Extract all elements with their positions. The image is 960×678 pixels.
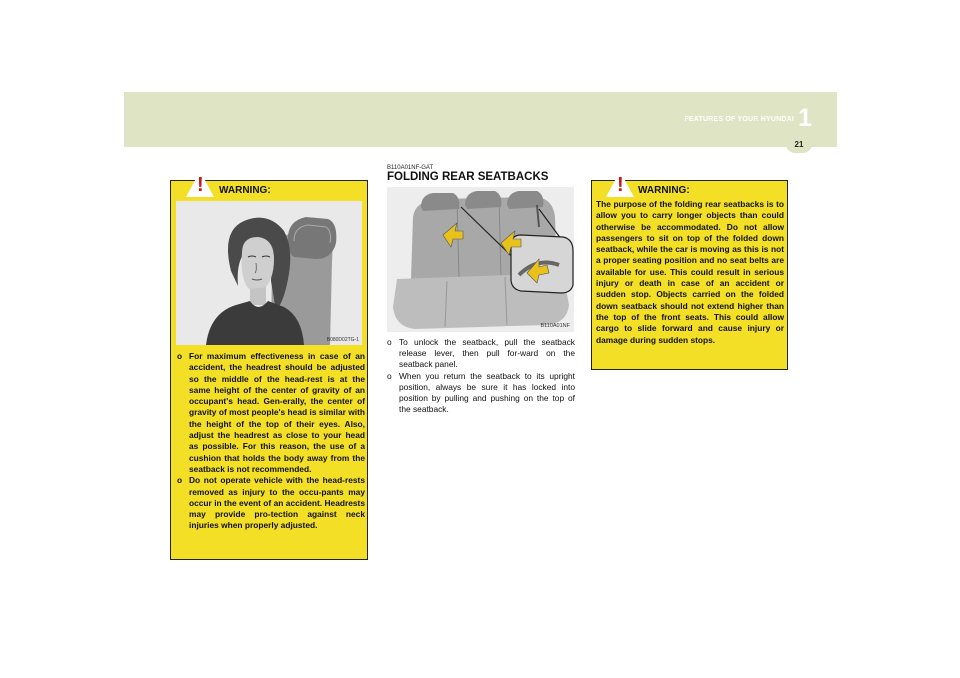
warning-item-text: Do not operate vehicle with the head-rests removed as injury to the occu-pants may occur in the event of an accident. Headrests may provide pro-tection against neck injuries when properly adjusted.	[189, 475, 365, 531]
warning-exclamation-icon: !	[617, 174, 624, 196]
rear-seat-figure	[387, 187, 574, 332]
woman-headrest-illustration	[176, 201, 362, 345]
list-bullet: o	[387, 337, 392, 347]
photo-code: B080D02TG-1	[326, 337, 359, 343]
chapter-number: 1	[798, 104, 812, 132]
step-text: When you return the seatback to its upright position, always be sure it has locked into position by pulling and pushing on the top of the seatback.	[399, 370, 575, 415]
page-number: 21	[786, 135, 812, 153]
warning-item-text: For maximum effectiveness in case of an accident, the headrest should be adjusted so the middle of the head-rest is at the same height of the center of gravity of an occupant's head. Gen-erally, the center of gravity of most people's head is similar with the height of the top of their eyes. Also, adjust the headrest as close to your head as possible. For this reason, the use of a cushion that holds the body away from the seatback is not recommended.	[189, 351, 365, 474]
list-bullet: o	[177, 351, 183, 361]
seatback-steps	[387, 337, 575, 415]
section-heading: FOLDING REAR SEATBACKS	[387, 171, 549, 183]
headrest-photo	[176, 201, 362, 345]
section-code: B110A01NF-GAT	[387, 165, 434, 171]
step-item	[387, 337, 575, 371]
rear-seatback-illustration	[387, 187, 574, 332]
list-bullet: o	[177, 475, 183, 486]
warning-exclamation-icon: !	[197, 174, 204, 196]
warning-title: WARNING:	[219, 185, 271, 196]
headrest-warning-list	[177, 351, 365, 532]
warning-list-item	[177, 351, 365, 475]
figure-code: B110A01NF	[540, 323, 570, 329]
list-bullet: o	[387, 370, 392, 381]
step-item	[387, 371, 575, 416]
step-text: To unlock the seatback, pull the seatback release lever, then pull for-ward on the seatback panel.	[399, 337, 575, 370]
section-title: FEATURES OF YOUR HYUNDAI	[684, 116, 794, 123]
warning-body: The purpose of the folding rear seatbacks is to allow you to carry longer objects than could otherwise be accommodated. Do not allow passengers to sit on top of the folded down seatback, while the car is moving as this is not a proper seating position and no seat belts are available for use. This could result in serious injury or death in case of an accident or sudden stop. Objects carried on the folded down seatback should not extend higher than the top of the front seats. This could allow cargo to slide forward and cause injury or damage during sudden stops.	[596, 199, 784, 345]
warning-title: WARNING:	[638, 185, 690, 196]
headrest-warning-box	[170, 174, 368, 560]
warning-list-item	[177, 475, 365, 531]
seatback-warning-box	[591, 174, 788, 370]
